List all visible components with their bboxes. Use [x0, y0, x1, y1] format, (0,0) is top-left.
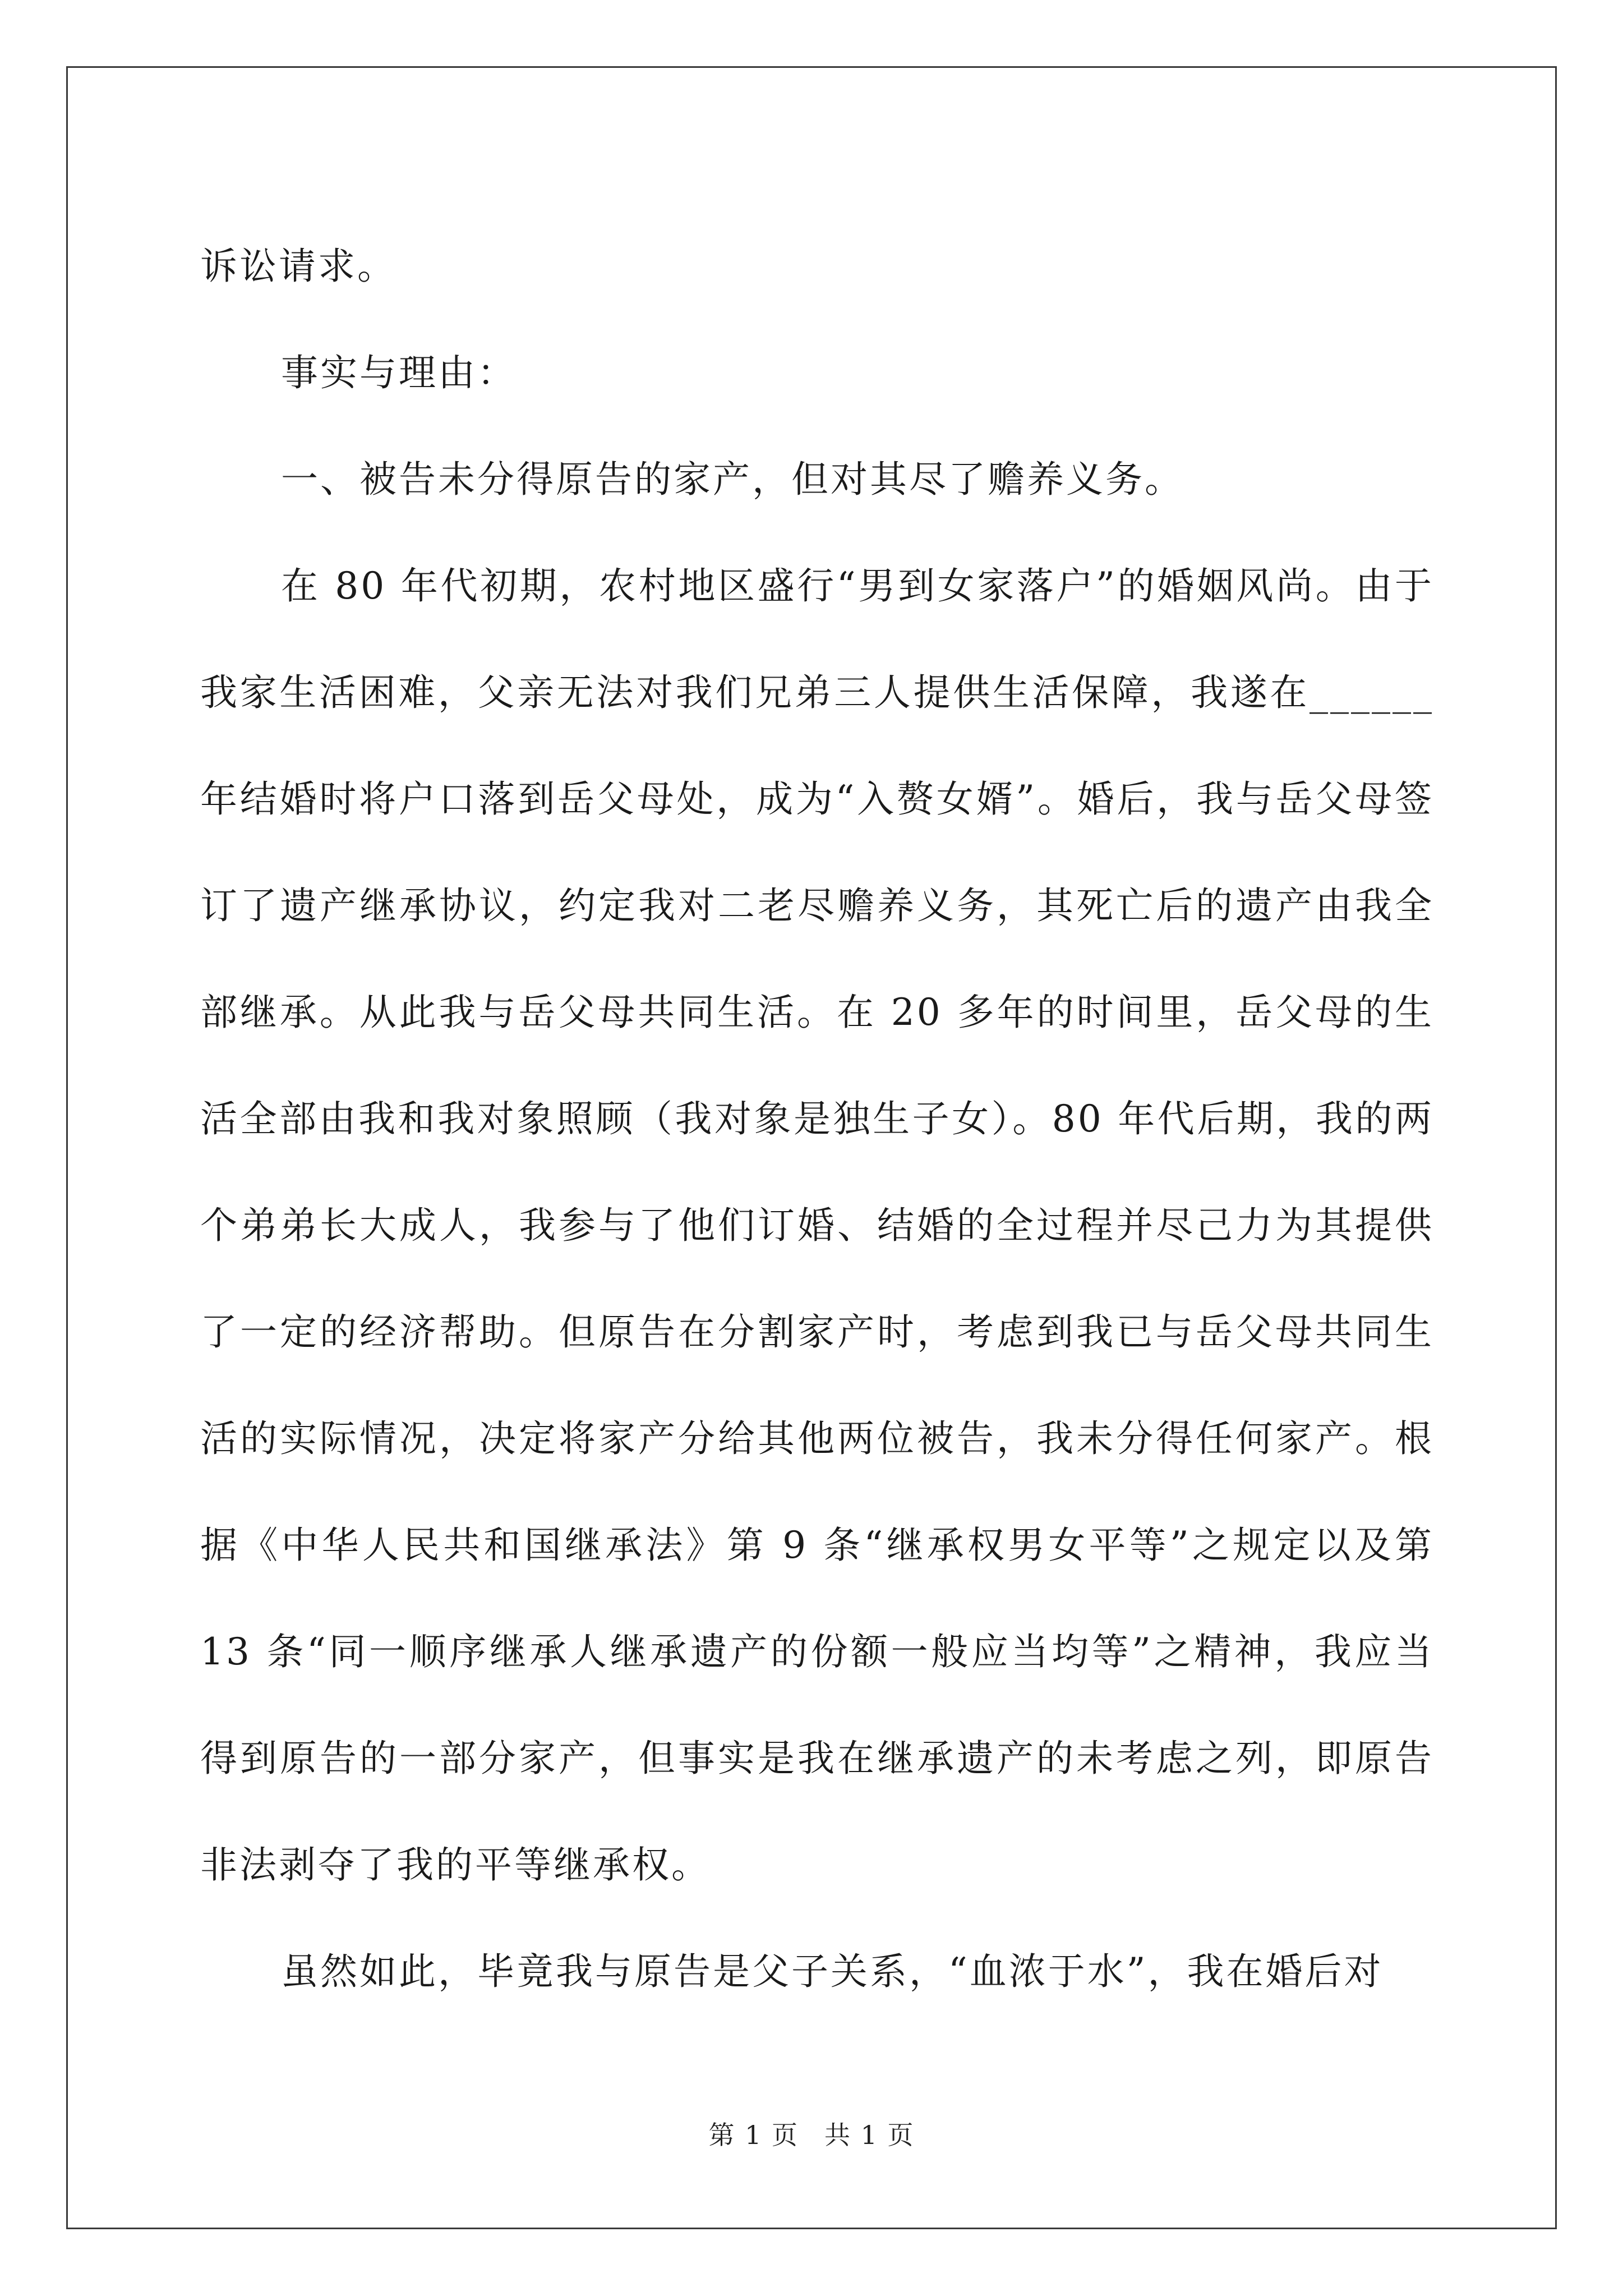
- page-footer: [0, 2115, 1623, 2152]
- paragraph-continuation: 虽然如此，毕竟我与原告是父子关系，“血浓于水”，我在婚后对: [281, 1950, 1384, 1993]
- page-number: 第 1 页: [708, 2120, 799, 2150]
- page-total: 共 1 页: [824, 2120, 915, 2150]
- paragraph-facts-heading: 事实与理由：: [281, 351, 517, 394]
- document-body: [200, 213, 1434, 2025]
- paragraph-claims-tail: 诉讼请求。: [200, 245, 396, 288]
- paragraph-section-one-heading: 一、被告未分得原告的家产，但对其尽了赡养义务。: [281, 458, 1184, 501]
- paragraph-section-one-body: 在 80 年代初期，农村地区盛行“男到女家落户”的婚姻风尚。由于我家生活困难，父亲无法对我们兄弟三人提供生活保障，我遂在______年结婚时将户口落到岳父母处，成为“入赘女婿”。婚后，我与岳父母签订了遗产继承协议，约定我对二老尽赡养义务，其死亡后的遗产由我全部继承。从此我与岳父母共同生活。在 20 多年的时间里，岳父母的生活全部由我和我对象照顾（我对象是独生子女）。80 年代后期，我的两个弟弟长大成人，我参与了他们订婚、结婚的全过程并尽己力为其提供了一定的经济帮助。但原告在分割家产时，考虑到我已与岳父母共同生活的实际情况，决定将家产分给其他两位被告，我未分得任何家产。根据《中华人民共和国继承法》第 9 条“继承权男女平等”之规定以及第 13 条“同一顺序继承人继承遗产的份额一般应当均等”之精神，我应当得到原告的一部分家产，但事实是我在继承遗产的未考虑之列，即原告非法剥夺了我的平等继承权。: [200, 564, 1434, 1887]
